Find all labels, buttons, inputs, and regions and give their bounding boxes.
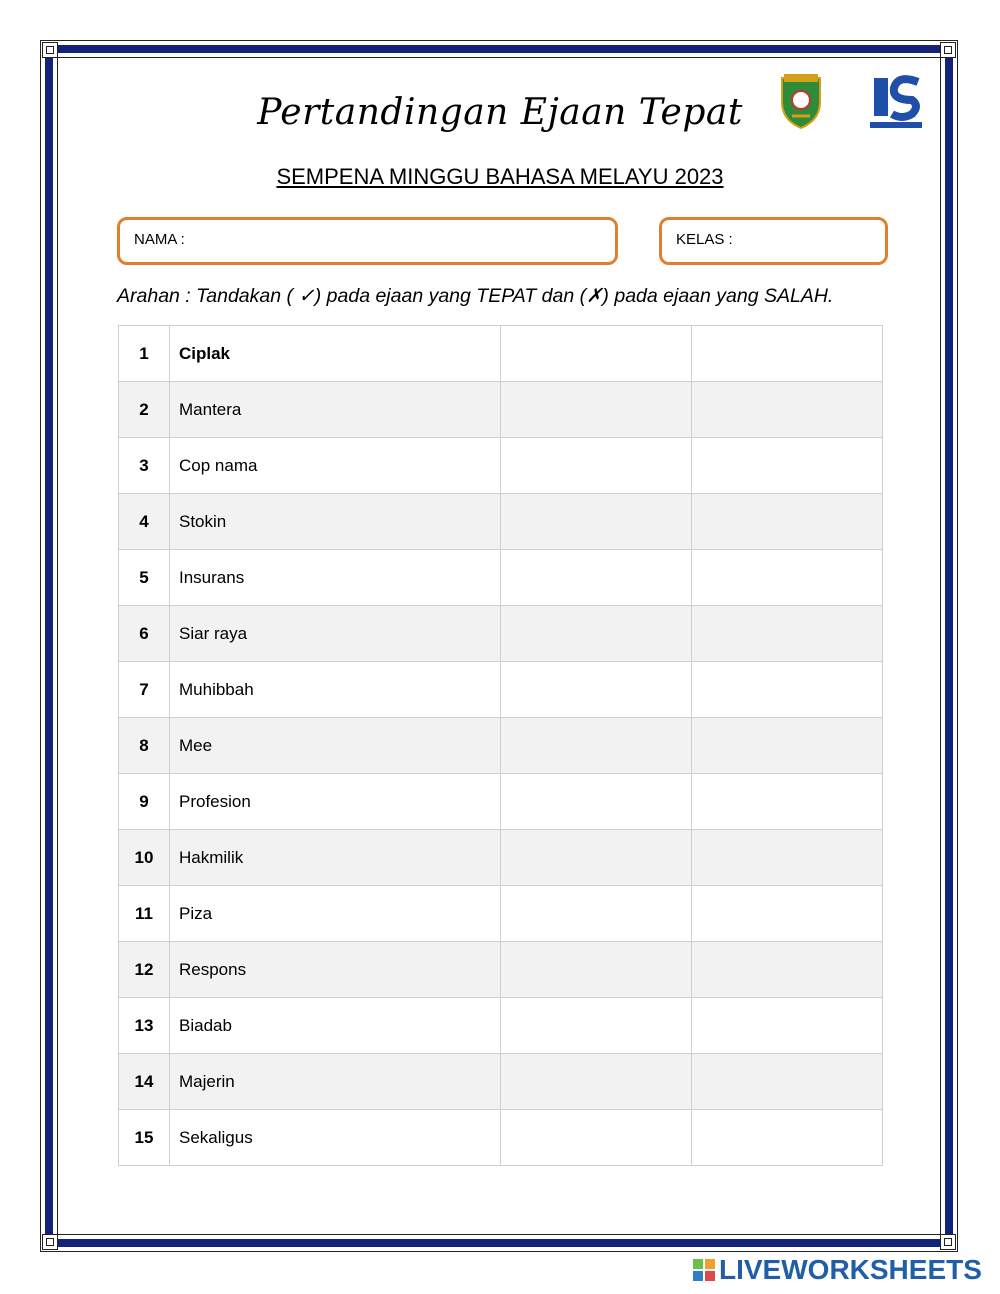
answer-cell-wrong[interactable] [692, 382, 883, 438]
answer-cell-wrong[interactable] [692, 662, 883, 718]
class-field-label: KELAS : [676, 231, 733, 248]
word-cell: Mee [170, 718, 501, 774]
answer-cell-correct[interactable] [501, 1054, 692, 1110]
word-cell: Biadab [170, 998, 501, 1054]
row-number: 14 [119, 1054, 170, 1110]
word-cell: Siar raya [170, 606, 501, 662]
row-number: 8 [119, 718, 170, 774]
liveworksheets-logo-icon [692, 1258, 716, 1282]
table-row [119, 550, 883, 606]
row-number: 5 [119, 550, 170, 606]
table-row [119, 718, 883, 774]
class-field[interactable] [659, 217, 888, 265]
answer-cell-wrong[interactable] [692, 830, 883, 886]
word-cell: Mantera [170, 382, 501, 438]
program-logo [868, 72, 924, 130]
answer-cell-wrong[interactable] [692, 998, 883, 1054]
table-row [119, 326, 883, 382]
page-subtitle: SEMPENA MINGGU BAHASA MELAYU 2023 [276, 164, 724, 189]
answer-cell-correct[interactable] [501, 998, 692, 1054]
answer-cell-wrong[interactable] [692, 774, 883, 830]
word-cell: Insurans [170, 550, 501, 606]
row-number: 3 [119, 438, 170, 494]
answer-cell-wrong[interactable] [692, 606, 883, 662]
table-row [119, 886, 883, 942]
row-number: 4 [119, 494, 170, 550]
answer-cell-correct[interactable] [501, 942, 692, 998]
table-row [119, 830, 883, 886]
frame-corner-ornament [42, 1234, 58, 1250]
answer-cell-wrong[interactable] [692, 942, 883, 998]
frame-corner-ornament [940, 1234, 956, 1250]
answer-cell-wrong[interactable] [692, 494, 883, 550]
frame-corner-ornament [42, 42, 58, 58]
answer-cell-wrong[interactable] [692, 886, 883, 942]
table-row [119, 1110, 883, 1166]
name-field-label: NAMA : [134, 231, 185, 248]
table-row [119, 438, 883, 494]
table-row [119, 998, 883, 1054]
row-number: 1 [119, 326, 170, 382]
answer-cell-correct[interactable] [501, 326, 692, 382]
answer-cell-wrong[interactable] [692, 326, 883, 382]
liveworksheets-brand [692, 1254, 982, 1286]
row-number: 15 [119, 1110, 170, 1166]
answer-cell-correct[interactable] [501, 774, 692, 830]
word-cell: Muhibbah [170, 662, 501, 718]
answer-cell-correct[interactable] [501, 438, 692, 494]
answer-cell-correct[interactable] [501, 494, 692, 550]
answer-cell-correct[interactable] [501, 830, 692, 886]
table-row [119, 942, 883, 998]
word-cell: Hakmilik [170, 830, 501, 886]
answer-cell-correct[interactable] [501, 718, 692, 774]
row-number: 12 [119, 942, 170, 998]
answer-cell-wrong[interactable] [692, 550, 883, 606]
frame-corner-ornament [940, 42, 956, 58]
name-field[interactable] [117, 217, 618, 265]
spelling-table [118, 325, 883, 1166]
table-row [119, 662, 883, 718]
table-row [119, 774, 883, 830]
row-number: 13 [119, 998, 170, 1054]
row-number: 7 [119, 662, 170, 718]
answer-cell-correct[interactable] [501, 1110, 692, 1166]
answer-cell-correct[interactable] [501, 382, 692, 438]
word-cell: Stokin [170, 494, 501, 550]
answer-cell-wrong[interactable] [692, 438, 883, 494]
answer-cell-wrong[interactable] [692, 1054, 883, 1110]
school-crest-logo [778, 72, 824, 130]
table-row [119, 1054, 883, 1110]
table-row [119, 606, 883, 662]
word-cell: Majerin [170, 1054, 501, 1110]
row-number: 2 [119, 382, 170, 438]
word-cell: Cop nama [170, 438, 501, 494]
answer-cell-correct[interactable] [501, 662, 692, 718]
word-cell: Respons [170, 942, 501, 998]
instructions: Arahan : Tandakan ( ✓) pada ejaan yang TEPAT dan (✗) pada ejaan yang SALAH. [117, 285, 834, 307]
page-title: Pertandingan Ejaan Tepat [257, 92, 743, 133]
word-cell: Piza [170, 886, 501, 942]
row-number: 6 [119, 606, 170, 662]
word-cell: Profesion [170, 774, 501, 830]
liveworksheets-wordmark: LIVEWORKSHEETS [719, 1254, 982, 1285]
word-cell: Ciplak [170, 326, 501, 382]
answer-cell-wrong[interactable] [692, 1110, 883, 1166]
answer-cell-correct[interactable] [501, 606, 692, 662]
answer-cell-correct[interactable] [501, 886, 692, 942]
word-cell: Sekaligus [170, 1110, 501, 1166]
table-row [119, 382, 883, 438]
row-number: 10 [119, 830, 170, 886]
row-number: 11 [119, 886, 170, 942]
answer-cell-wrong[interactable] [692, 718, 883, 774]
row-number: 9 [119, 774, 170, 830]
answer-cell-correct[interactable] [501, 550, 692, 606]
table-row [119, 494, 883, 550]
